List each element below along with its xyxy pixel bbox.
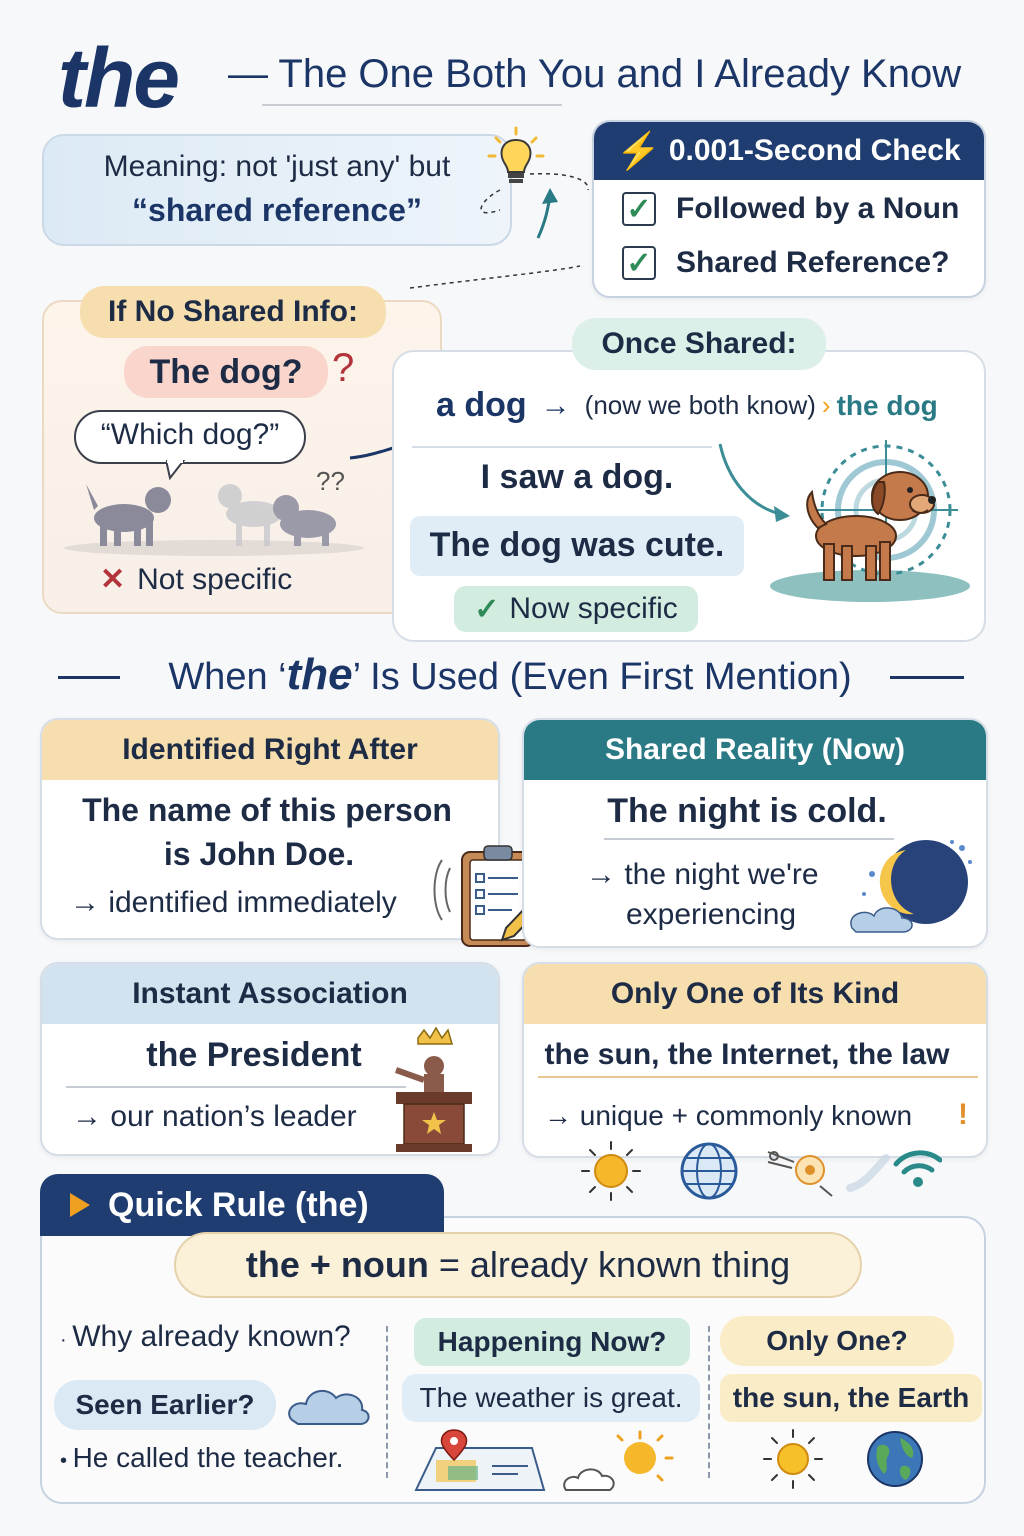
meaning-line-1: Meaning: not 'just any' but (103, 150, 451, 183)
bullet-dot: • (60, 1450, 73, 1472)
shared-reality-title: Shared Reality (Now) (524, 720, 986, 780)
chevron-right-icon: › (821, 390, 831, 420)
dashed-connector (410, 160, 600, 300)
once-shared-title: Once Shared: (572, 318, 826, 370)
sentence-divider (412, 446, 712, 448)
column-divider-1 (386, 1326, 388, 1478)
sentence-1: I saw a dog. (480, 458, 674, 496)
no-shared-title: If No Shared Info: (80, 286, 386, 338)
check-item-1 (622, 192, 959, 226)
question-mark: ? (332, 346, 355, 390)
check-icon: ✓ (474, 592, 500, 626)
check-item-2-label: Shared Reference? (676, 246, 950, 279)
formula-rest: = already known thing (428, 1244, 791, 1285)
wifi-icon (846, 1138, 942, 1196)
check-item-2 (622, 246, 949, 280)
checkbox-icon: ✓ (622, 246, 656, 280)
formula-the-noun: the + noun (245, 1244, 429, 1285)
shared-reality-note-1: → the night we're (586, 858, 819, 891)
target-dog-icon (766, 436, 976, 606)
sun-icon (574, 1138, 648, 1204)
quick-rule-header (40, 1174, 444, 1236)
association-line-1: the President (146, 1036, 362, 1074)
now-we-both-know: (now we both know) (584, 390, 816, 420)
dog-question-pill: The dog? (124, 346, 328, 398)
the-dog-label: the dog (836, 389, 938, 421)
sun-earth-pill: the sun, the Earth (720, 1374, 982, 1422)
title-underline (262, 104, 562, 106)
cross-icon: ✕ (100, 563, 126, 596)
cloud-icon (284, 1380, 374, 1428)
podium-icon (386, 1026, 480, 1154)
seen-earlier-pill: Seen Earlier? (54, 1380, 276, 1430)
law-scale-icon (764, 1142, 834, 1198)
column-divider-2 (708, 1326, 710, 1478)
section-heading-word: the (286, 650, 353, 699)
only-one-pill: Only One? (720, 1316, 954, 1366)
shared-reality-line-1: The night is cold. (607, 792, 887, 830)
identified-line-1: The name of this person (82, 792, 452, 828)
why-known-label: Why already known? (72, 1320, 351, 1353)
heading-line-left (58, 676, 120, 679)
formula-pill (174, 1232, 862, 1298)
play-icon (70, 1193, 90, 1217)
section-heading-post: ’ Is Used (Even First Mention) (352, 656, 852, 698)
section-heading-pre: When ‘ (168, 656, 287, 698)
section-heading (140, 650, 880, 700)
bullet-dot: · (60, 1329, 73, 1351)
now-specific-pill (454, 586, 698, 632)
check-card-header (594, 122, 984, 180)
a-dog-row (436, 386, 938, 425)
association-note: → our nation’s leader (72, 1100, 357, 1133)
not-specific-label: Not specific (137, 562, 293, 596)
identified-line-2: is John Doe. (163, 836, 355, 872)
unique-divider (538, 1076, 978, 1078)
sentence-2: The dog was cute. (429, 526, 725, 564)
unique-card (522, 962, 988, 1158)
title-word: the (58, 31, 178, 125)
arrow-right-icon: → (540, 388, 571, 422)
title-subtitle: — The One Both You and I Already Know (228, 52, 962, 96)
unique-note: → unique + commonly known (544, 1100, 913, 1131)
check-card (592, 120, 986, 298)
heading-line-right (890, 676, 964, 679)
not-specific (100, 562, 292, 597)
globe-icon (678, 1140, 740, 1202)
weather-example-pill: The weather is great. (402, 1374, 700, 1422)
identified-title: Identified Right After (42, 720, 498, 780)
association-divider (66, 1086, 406, 1088)
now-specific-label: Now specific (509, 592, 678, 625)
confused-marks: ?? (316, 466, 345, 496)
unique-mark: ! (958, 1098, 968, 1131)
example-teacher-label: He called the teacher. (72, 1442, 344, 1473)
meaning-line-2: “shared reference” (132, 192, 422, 228)
association-title: Instant Association (42, 964, 498, 1024)
quick-rule-title: Quick Rule (the) (108, 1185, 369, 1224)
identified-note: → identified immediately (70, 886, 397, 919)
happening-now-pill: Happening Now? (414, 1318, 690, 1366)
checkbox-icon: ✓ (622, 192, 656, 226)
map-pin-icon (412, 1426, 548, 1496)
bolt-icon: ⚡ (616, 130, 661, 171)
unique-title: Only One of Its Kind (524, 964, 986, 1024)
check-item-1-label: Followed by a Noun (676, 192, 960, 225)
why-known (60, 1320, 351, 1354)
sun-small-icon (760, 1426, 826, 1492)
a-dog-label: a dog (436, 386, 527, 424)
moon-icon (842, 834, 982, 938)
unique-line-1: the sun, the Internet, the law (544, 1038, 950, 1071)
sun-cloud-icon (560, 1430, 680, 1496)
speech-bubble-text: “Which dog?” (100, 418, 280, 451)
check-title: 0.001-Second Check (668, 134, 961, 167)
example-teacher (60, 1442, 343, 1474)
shared-reality-note-2: experiencing (626, 898, 797, 931)
earth-icon (864, 1428, 926, 1490)
